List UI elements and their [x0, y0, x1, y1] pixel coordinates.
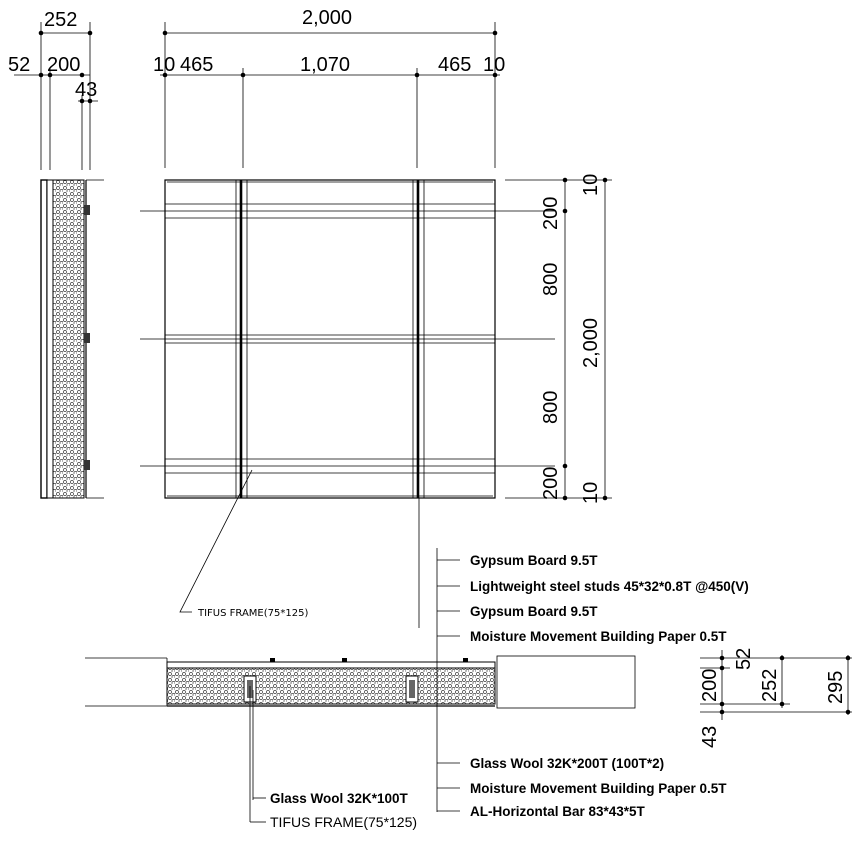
legend-steel-studs: Lightweight steel studs 45*32*0.8T @450(V) [470, 579, 749, 594]
frame-note-label: TIFUS FRAME(75*125) [198, 608, 309, 619]
front-elevation-view [140, 7, 612, 619]
dim-label-d5: 295 [825, 670, 847, 704]
side-section-view [8, 9, 104, 498]
dim-tick [39, 31, 44, 36]
legend-glass-wool-100: Glass Wool 32K*100T [270, 791, 408, 806]
dim-tick [80, 73, 85, 78]
dim-label-side-b: 200 [47, 54, 81, 76]
side-bar-mark [84, 333, 90, 343]
dim-label-h3: 800 [540, 390, 562, 424]
dim-label-w2: 465 [180, 54, 214, 76]
dim-tick [846, 710, 851, 715]
dim-label-h2: 800 [540, 262, 562, 296]
side-stud-layer [47, 180, 53, 498]
dim-label-d3: 43 [699, 725, 721, 748]
dim-tick [241, 73, 246, 78]
side-bar-mark [84, 460, 90, 470]
legend-glass-wool-200: Glass Wool 32K*200T (100T*2) [470, 756, 665, 771]
dim-label-overall-width: 2,000 [302, 7, 353, 29]
dim-label-d2: 200 [699, 668, 721, 702]
dim-tick [603, 178, 608, 183]
legend-building-paper-1: Moisture Movement Building Paper 0.5T [470, 629, 727, 644]
dim-label-w1: 10 [153, 54, 176, 76]
dim-label-d4: 252 [759, 668, 781, 702]
plan-stud-mark [342, 658, 347, 662]
dim-label-side-total: 252 [44, 9, 78, 31]
dim-label-side-a: 52 [8, 54, 31, 76]
dim-tick [563, 178, 568, 183]
plan-gypsum-layer [167, 662, 495, 668]
side-gypsum-layer [41, 180, 47, 498]
dim-tick [720, 710, 725, 715]
dim-label-w5: 10 [483, 54, 506, 76]
plan-stud-mark [463, 658, 468, 662]
dim-label-d1: 52 [733, 647, 755, 670]
side-insulation-layer [53, 180, 84, 498]
legend-gypsum-board-2: Gypsum Board 9.5T [470, 604, 598, 619]
dim-tick [39, 73, 44, 78]
legend-tifus-frame: TIFUS FRAME(75*125) [270, 814, 418, 830]
dim-tick [563, 209, 568, 214]
dim-tick [415, 73, 420, 78]
plan-stud-mark [270, 658, 275, 662]
dim-tick [163, 31, 168, 36]
dim-label-edge-top: 10 [580, 173, 602, 196]
dim-tick [88, 31, 93, 36]
dim-label-edge-bottom: 10 [580, 481, 602, 504]
dim-label-h1: 200 [540, 196, 562, 230]
side-bar-mark [84, 205, 90, 215]
dim-label-side-c: 43 [75, 79, 98, 101]
legend-gypsum-board-1: Gypsum Board 9.5T [470, 553, 598, 568]
dim-label-overall-height: 2,000 [580, 317, 602, 368]
dim-label-w3: 1,070 [300, 54, 351, 76]
dim-tick [603, 496, 608, 501]
legend-al-horizontal-bar: AL-Horizontal Bar 83*43*5T [470, 804, 645, 819]
dim-tick [846, 656, 851, 661]
dim-tick [493, 31, 498, 36]
adjacent-wall-right [497, 656, 635, 708]
plan-section-view [85, 498, 852, 830]
dim-tick [563, 496, 568, 501]
plan-tifus-frame-right-core [409, 680, 415, 698]
dim-tick [720, 656, 725, 661]
dim-label-h4: 200 [540, 466, 562, 500]
dim-tick [563, 464, 568, 469]
legend-building-paper-2: Moisture Movement Building Paper 0.5T [470, 781, 727, 796]
dim-tick [780, 656, 785, 661]
plan-insulation-layer [167, 668, 495, 704]
dim-label-w4: 465 [438, 54, 472, 76]
